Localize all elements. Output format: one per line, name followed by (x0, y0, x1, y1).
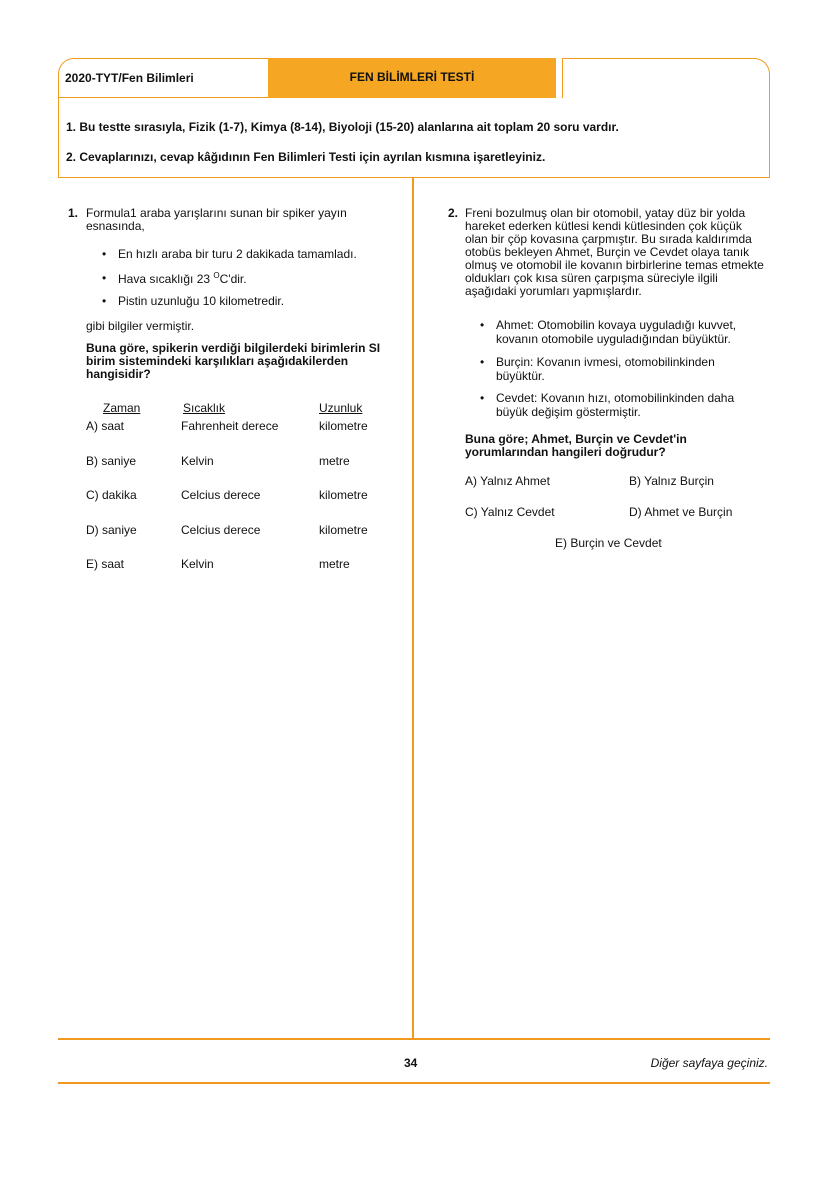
q2-option-b[interactable]: B) Yalnız Burçin (629, 474, 714, 488)
q1-temp-unit: C'dir. (219, 272, 247, 286)
q2-intro-line7: aşağıdaki yorumları yapmışlardır. (465, 284, 642, 298)
q1-question-line3: hangisidir? (86, 367, 151, 381)
q2-option-d[interactable]: D) Ahmet ve Burçin (629, 505, 733, 519)
footer-top-line (58, 1038, 770, 1040)
q1-option-e-length: metre (319, 557, 350, 571)
q1-question-line1: Buna göre, spikerin verdiği bilgilerdeki birimlerin SI (86, 341, 381, 355)
q1-option-c-length: kilometre (319, 488, 368, 502)
q1-bullet-2 (118, 271, 247, 286)
footer-bottom-line (58, 1082, 770, 1084)
q1-col-temp: Sıcaklık (183, 401, 226, 415)
q1-option-d[interactable]: D) saniye (86, 523, 137, 537)
q2-bullet-1-line2: kovanın otomobile uyguladığından büyüktür. (496, 332, 731, 346)
header-center-title: FEN BİLİMLERİ TESTİ (268, 58, 556, 98)
q1-intro-line1: Formula1 araba yarışlarını sunan bir spiker yayın (86, 206, 347, 220)
header-left-title: 2020-TYT/Fen Bilimleri (58, 58, 268, 98)
q1-after: gibi bilgiler vermiştir. (86, 319, 195, 333)
q1-option-b[interactable]: B) saniye (86, 454, 137, 468)
q1-option-d-temp: Celcius derece (181, 523, 261, 537)
page-number: 34 (404, 1056, 418, 1070)
q1-question-line2: birim sistemindeki karşılıkları aşağıdakilerden (86, 354, 349, 368)
q2-bullet-3-line2: büyük değişim göstermiştir. (496, 405, 641, 419)
q2-intro-line4: otobüs bekleyen Ahmet, Burçin ve Cevdet olaya tanık (465, 245, 750, 259)
q2-question-line2: yorumlarından hangileri doğrudur? (465, 445, 666, 459)
q2-intro-line5: olmuş ve otomobil ile kovanın birbirlerine temas etmekte (465, 258, 764, 272)
instruction-2: 2. Cevaplarınızı, cevap kâğıdının Fen Bilimleri Testi için ayrılan kısmına işaretleyiniz. (66, 150, 546, 164)
q2-bullet-1-line1: • Ahmet: Otomobilin kovaya uyguladığı kuvvet, (496, 318, 737, 332)
q1-option-c[interactable]: C) dakika (86, 488, 137, 502)
q1-bullet-1: • En hızlı araba bir turu 2 dakikada tamamladı. (118, 247, 357, 261)
q1-col-length: Uzunluk (319, 401, 363, 415)
instruction-1: 1. Bu testte sırasıyla, Fizik (1-7), Kimya (8-14), Biyoloji (15-20) alanlarına ait toplam 20 soru vardır. (66, 120, 619, 134)
q1-col-time: Zaman (103, 401, 141, 415)
q2-intro-line3: olan bir çöp kovasına çarpmıştır. Bu sırada kaldırımda (465, 232, 752, 246)
q2-question-line1: Buna göre; Ahmet, Burçin ve Cevdet'in (465, 432, 687, 446)
q2-intro-line1: Freni bozulmuş olan bir otomobil, yatay düz bir yolda (465, 206, 746, 220)
q1-option-d-length: kilometre (319, 523, 368, 537)
q1-option-e-temp: Kelvin (181, 557, 214, 571)
q1-option-a[interactable]: A) saat (86, 419, 125, 433)
q1-intro-line2: esnasında, (86, 219, 145, 233)
q1-temp-sup: O (213, 271, 220, 280)
q2-bullet-2-line2: büyüktür. (496, 369, 545, 383)
q1-bullet-3: • Pistin uzunluğu 10 kilometredir. (118, 294, 284, 308)
q2-bullet-2-line1: • Burçin: Kovanın ivmesi, otomobilinkinden (496, 355, 715, 369)
q1-number: 1. (68, 206, 79, 220)
q1-option-a-length: kilometre (319, 419, 368, 433)
q1-option-e[interactable]: E) saat (86, 557, 125, 571)
q2-bullet-1 (496, 318, 736, 346)
q2-option-c[interactable]: C) Yalnız Cevdet (465, 505, 555, 519)
q1-option-b-temp: Kelvin (181, 454, 214, 468)
q2-intro-line2: hareket ederken kütlesi kendi kütlesinden çok küçük (465, 219, 742, 233)
q2-bullet-3-line1: • Cevdet: Kovanın hızı, otomobilinkinden daha (496, 391, 735, 405)
header-right-box (562, 58, 770, 98)
column-divider (412, 178, 414, 1038)
q2-option-e[interactable]: E) Burçin ve Cevdet (555, 536, 662, 550)
q2-number: 2. (448, 206, 459, 220)
q1-option-c-temp: Celcius derece (181, 488, 261, 502)
q1-bullet-2-text: Hava sıcaklığı 23 (118, 272, 214, 286)
instructions-box (58, 98, 770, 178)
q2-bullet-2 (496, 355, 715, 383)
q2-option-a[interactable]: A) Yalnız Ahmet (465, 474, 550, 488)
next-page-note: Diğer sayfaya geçiniz. (650, 1056, 768, 1070)
q2-bullet-3 (496, 391, 734, 419)
q2-intro-line6: oldukları çok kısa süren çarpışma süreciyle ilgili (465, 271, 718, 285)
q1-option-b-length: metre (319, 454, 350, 468)
q1-option-a-temp: Fahrenheit derece (181, 419, 279, 433)
